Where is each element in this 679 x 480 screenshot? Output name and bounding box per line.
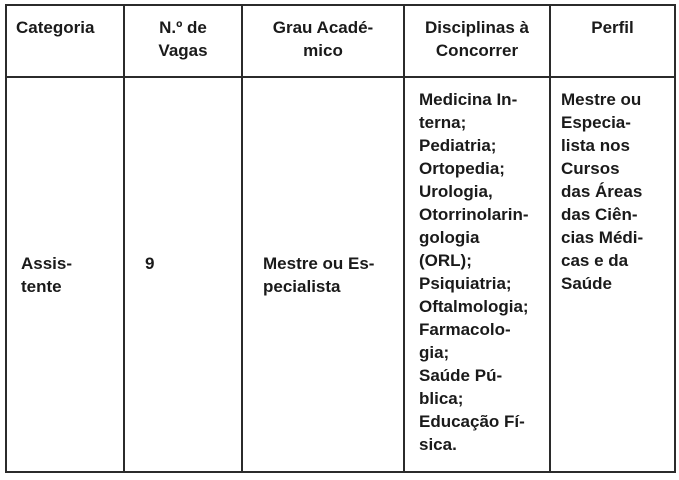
- cell-perfil-line: Mestre ou: [561, 90, 642, 109]
- header-categoria-text: Categoria: [16, 18, 95, 37]
- cell-perfil-line: Especia-: [561, 113, 631, 132]
- cell-disciplinas-line: Ortopedia;: [419, 159, 505, 178]
- cell-disciplinas-line: blica;: [419, 389, 464, 408]
- table-header-row: [6, 5, 675, 77]
- cell-disciplinas-line: gia;: [419, 343, 450, 362]
- cell-disciplinas-line: terna;: [419, 113, 467, 132]
- cell-categoria-line: tente: [21, 276, 62, 296]
- header-disciplinas: [404, 5, 550, 77]
- cell-vagas-value: 9: [145, 254, 155, 273]
- header-disciplinas-line1: Disciplinas à: [425, 18, 529, 37]
- cell-disciplinas-line: gologia: [419, 228, 480, 247]
- cell-disciplinas-line: Pediatria;: [419, 136, 497, 155]
- cell-grau-line: pecialista: [263, 276, 341, 296]
- cell-perfil-line: das Áreas: [561, 182, 643, 201]
- cell-disciplinas-line: sica.: [419, 435, 457, 454]
- cell-disciplinas-line: Farmacolo-: [419, 320, 511, 339]
- header-vagas: [124, 5, 242, 77]
- header-categoria: [6, 5, 124, 77]
- cell-grau: [242, 77, 404, 472]
- cell-disciplinas-line: (ORL);: [419, 251, 472, 270]
- header-grau-line2: mico: [303, 41, 343, 60]
- cell-disciplinas-line: Educação Fí-: [419, 412, 525, 431]
- header-grau-line1: Grau Acadé-: [272, 18, 374, 37]
- cell-perfil: [550, 77, 675, 472]
- cell-vagas: [124, 77, 242, 472]
- header-vagas-line2: Vagas: [158, 41, 208, 60]
- cell-perfil-line: Saúde: [561, 274, 613, 293]
- table-row: [6, 77, 675, 472]
- header-perfil-text: Perfil: [591, 18, 634, 37]
- cell-categoria-line: Assis-: [21, 253, 73, 273]
- header-grau: [242, 5, 404, 77]
- cell-disciplinas-line: Oftalmologia;: [419, 297, 529, 316]
- header-perfil: [550, 5, 675, 77]
- cell-perfil-line: lista nos: [561, 136, 630, 155]
- cell-categoria: [6, 77, 124, 472]
- cell-perfil-line: Cursos: [561, 159, 620, 178]
- cell-grau-line: Mestre ou Es-: [263, 253, 375, 273]
- cell-disciplinas-line: Saúde Pú-: [419, 366, 503, 385]
- cell-disciplinas: [404, 77, 550, 472]
- header-disciplinas-line2: Concorrer: [435, 41, 519, 60]
- header-vagas-line1: N.º de: [159, 18, 207, 37]
- cell-disciplinas-line: Psiquiatria;: [419, 274, 512, 293]
- cell-disciplinas-line: Urologia,: [419, 182, 493, 201]
- vacancies-table: [5, 4, 676, 473]
- cell-perfil-line: cas e da: [561, 251, 629, 270]
- cell-disciplinas-line: Medicina In-: [419, 90, 518, 109]
- cell-disciplinas-line: Otorrinolarin-: [419, 205, 529, 224]
- cell-perfil-line: das Ciên-: [561, 205, 638, 224]
- cell-perfil-line: cias Médi-: [561, 228, 644, 247]
